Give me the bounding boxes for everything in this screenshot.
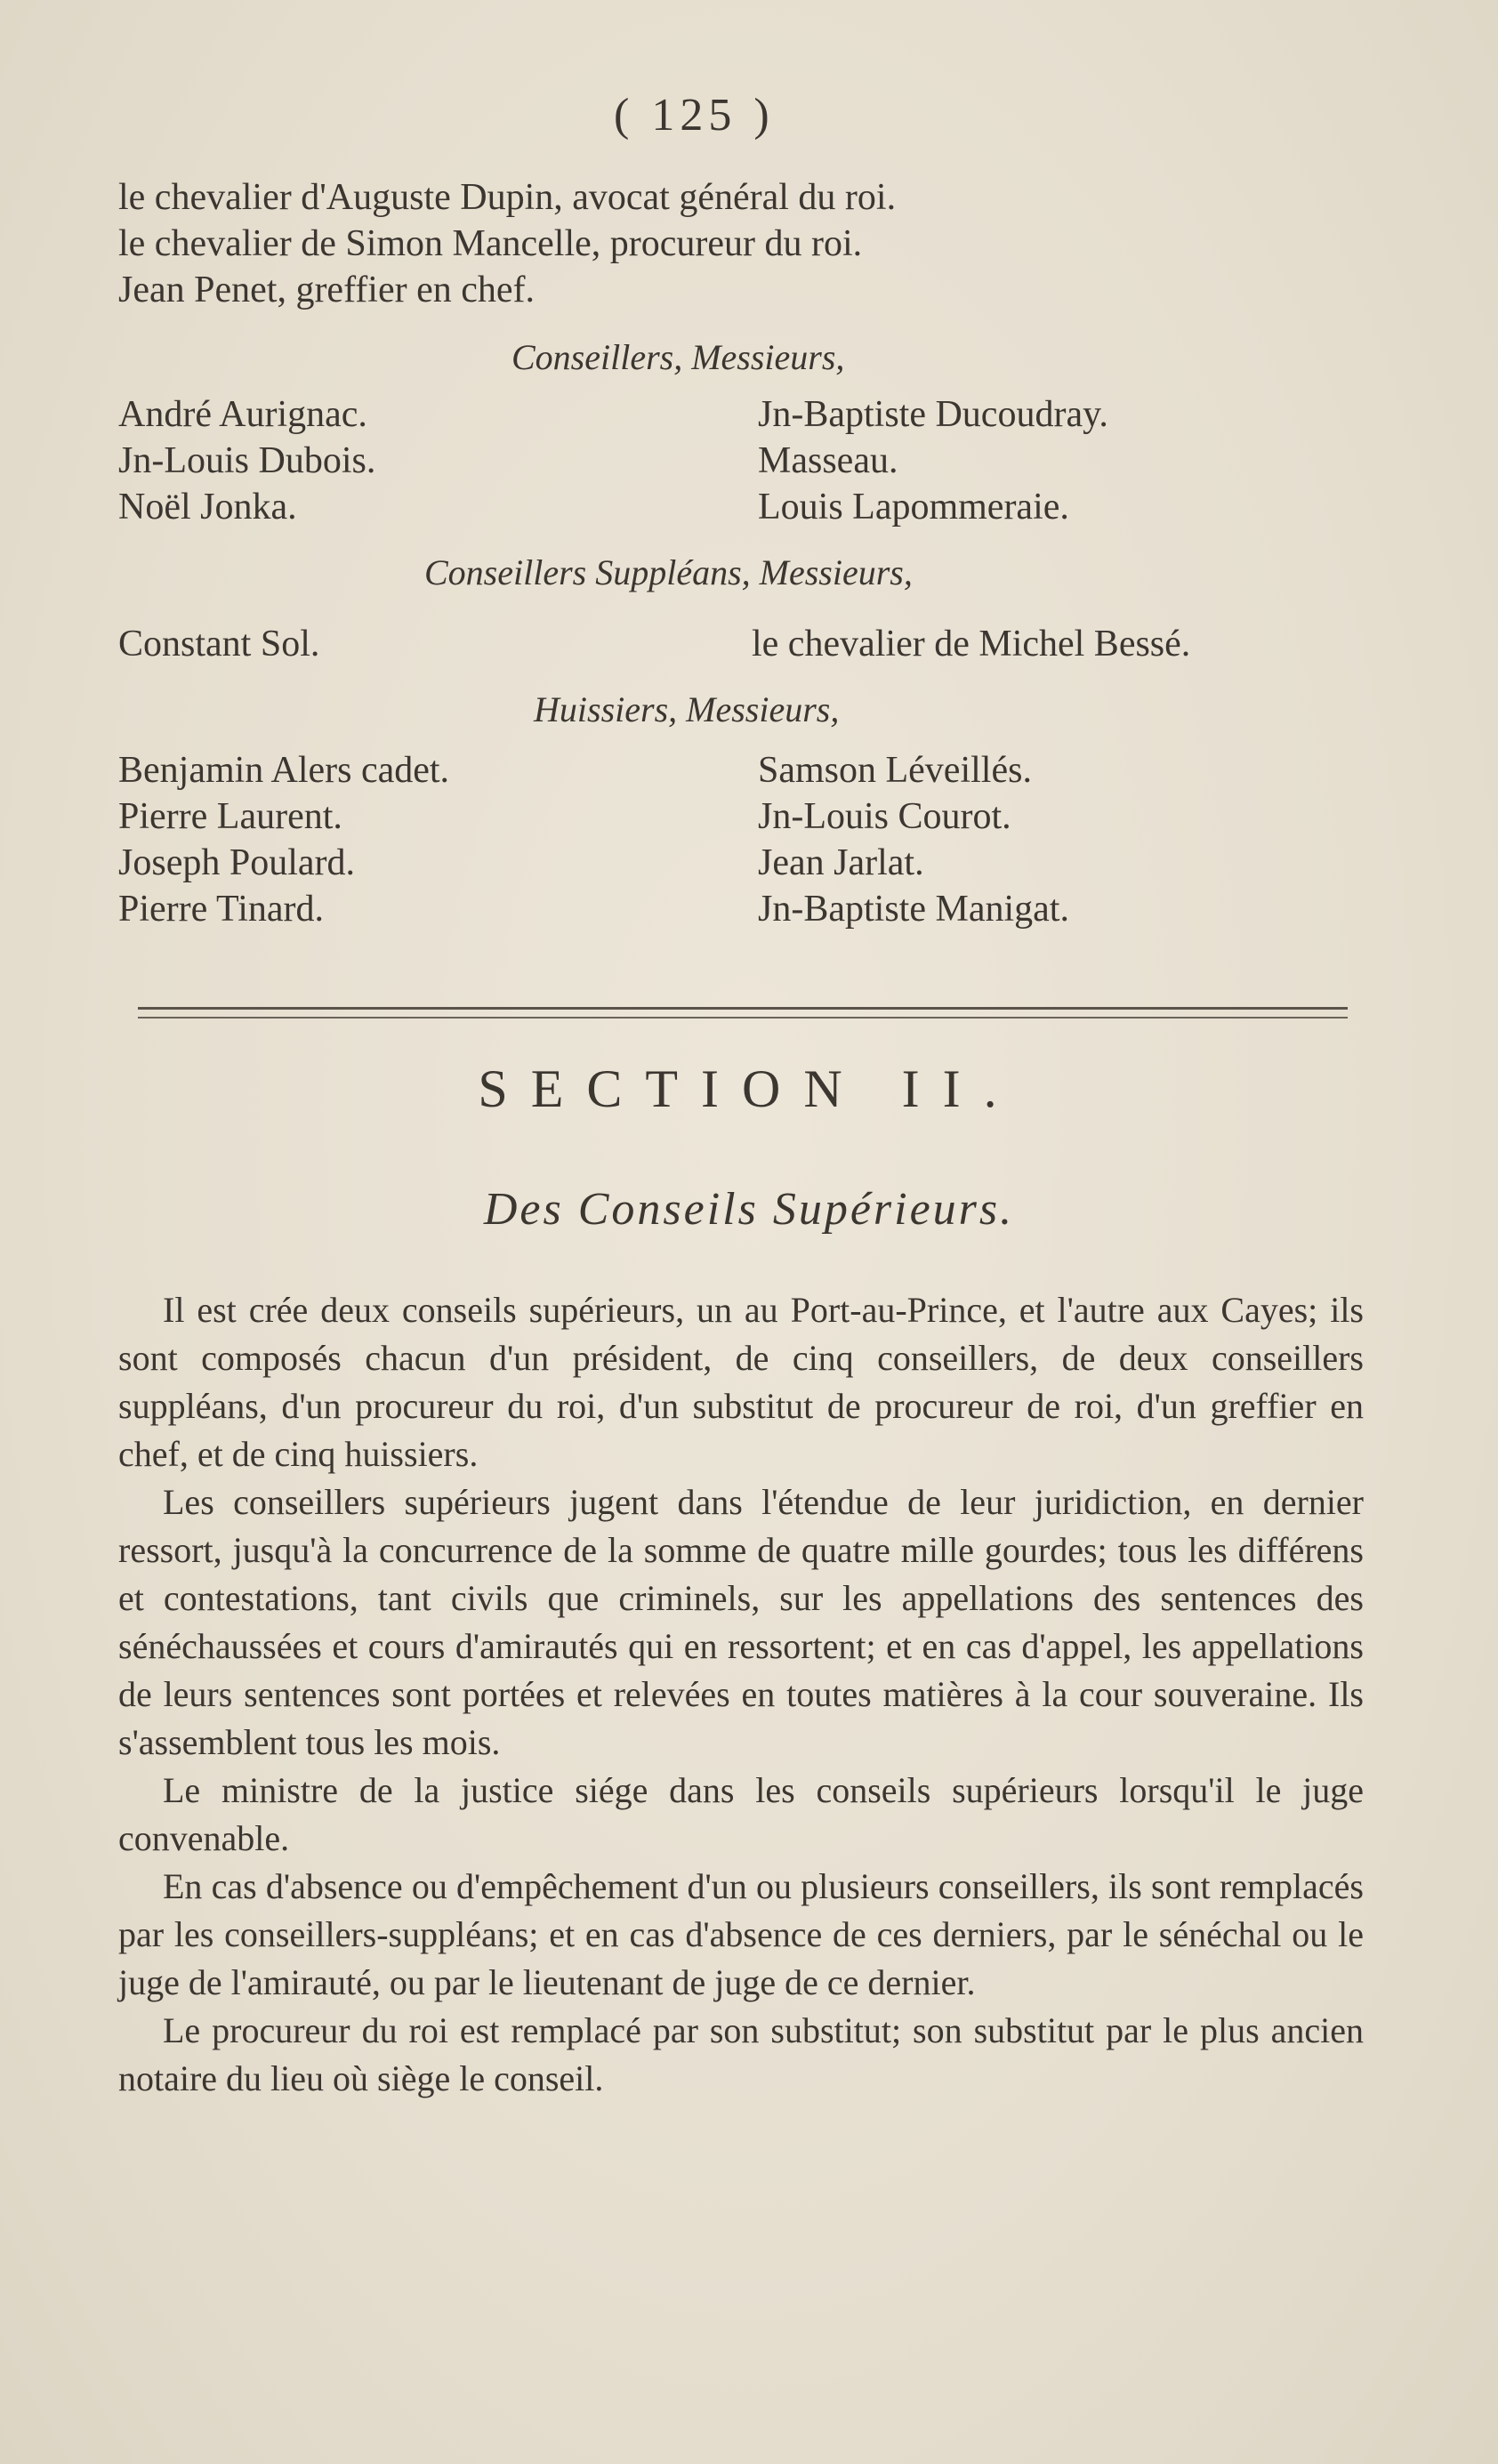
paragraph-3: Le ministre de la justice siége dans les conseils supérieurs lorsqu'il le juge convenable. [118, 1770, 1364, 1858]
huissiers-heading: Huissiers, Messieurs, [534, 689, 840, 729]
conseillers-heading: Conseillers, Messieurs, [511, 337, 845, 377]
opening-line-1: le chevalier d'Auguste Dupin, avocat général du roi. [118, 177, 897, 218]
huissier-right-1: Samson Léveillés. [758, 750, 1032, 791]
opening-line-2: le chevalier de Simon Mancelle, procureur du roi. [118, 223, 863, 264]
conseiller-right-3: Louis Lapommeraie. [758, 487, 1069, 527]
huissier-left-4: Pierre Tinard. [118, 889, 324, 930]
paragraph-1: Il est crée deux conseils supérieurs, un au Port-au-Prince, et l'autre aux Cayes; ils sont composés chacun d'un président, de cinq conseillers, de deux conseillers suppléans, d'un procureur du roi, d'un substitut de procureur de roi, d'un greffier en chef, et de cinq huissiers. [118, 1290, 1364, 1474]
huissier-left-3: Joseph Poulard. [118, 842, 355, 883]
huissier-left-1: Benjamin Alers cadet. [118, 750, 450, 791]
paragraph-5: Le procureur du roi est remplacé par son substitut; son substitut par le plus ancien notaire du lieu où siège le conseil. [118, 2010, 1364, 2098]
page-number: ( 125 ) [614, 90, 775, 141]
conseiller-left-3: Noël Jonka. [118, 487, 297, 527]
conseiller-left-2: Jn-Louis Dubois. [118, 440, 376, 481]
conseiller-left-1: André Aurignac. [118, 394, 367, 435]
suppleant-right-1: le chevalier de Michel Bessé. [752, 624, 1191, 664]
suppleant-left-1: Constant Sol. [118, 624, 320, 664]
huissier-left-2: Pierre Laurent. [118, 796, 342, 837]
paragraph-4: En cas d'absence ou d'empêchement d'un ou plusieurs conseillers, ils sont remplacés par les conseillers-suppléans; et en cas d'absence de ces derniers, par le sénéchal ou le juge de l'amirauté, ou par le lieutenant de juge de ce dernier. [118, 1866, 1364, 2002]
conseiller-right-1: Jn-Baptiste Ducoudray. [758, 394, 1108, 435]
opening-line-3: Jean Penet, greffier en chef. [118, 270, 535, 310]
conseiller-right-2: Masseau. [758, 440, 898, 481]
section-subtitle: Des Conseils Supérieurs. [483, 1184, 1015, 1235]
paragraph-2: Les conseillers supérieurs jugent dans l'étendue de leur juridiction, en dernier ressort, jusqu'à la concurrence de la somme de quatre mille gourdes; tous les différens et contestations, tant civils que criminels, sur les appellations des sentences des sénéchaussées et cours d'amirautés qui en ressortent; et en cas d'appel, les appellations de leurs sentences sont portées et relevées en toutes matières à la cour souveraine. Ils s'assemblent tous les mois. [118, 1482, 1364, 1762]
suppleans-heading: Conseillers Suppléans, Messieurs, [424, 552, 913, 592]
huissier-right-4: Jn-Baptiste Manigat. [758, 889, 1069, 930]
section-divider-bottom [138, 1017, 1348, 1019]
section-divider-top [138, 1007, 1348, 1010]
section-title: SECTION II. [478, 1059, 1020, 1118]
huissier-right-3: Jean Jarlat. [758, 842, 924, 883]
huissier-right-2: Jn-Louis Courot. [758, 796, 1011, 837]
body-text [118, 1286, 1364, 2103]
